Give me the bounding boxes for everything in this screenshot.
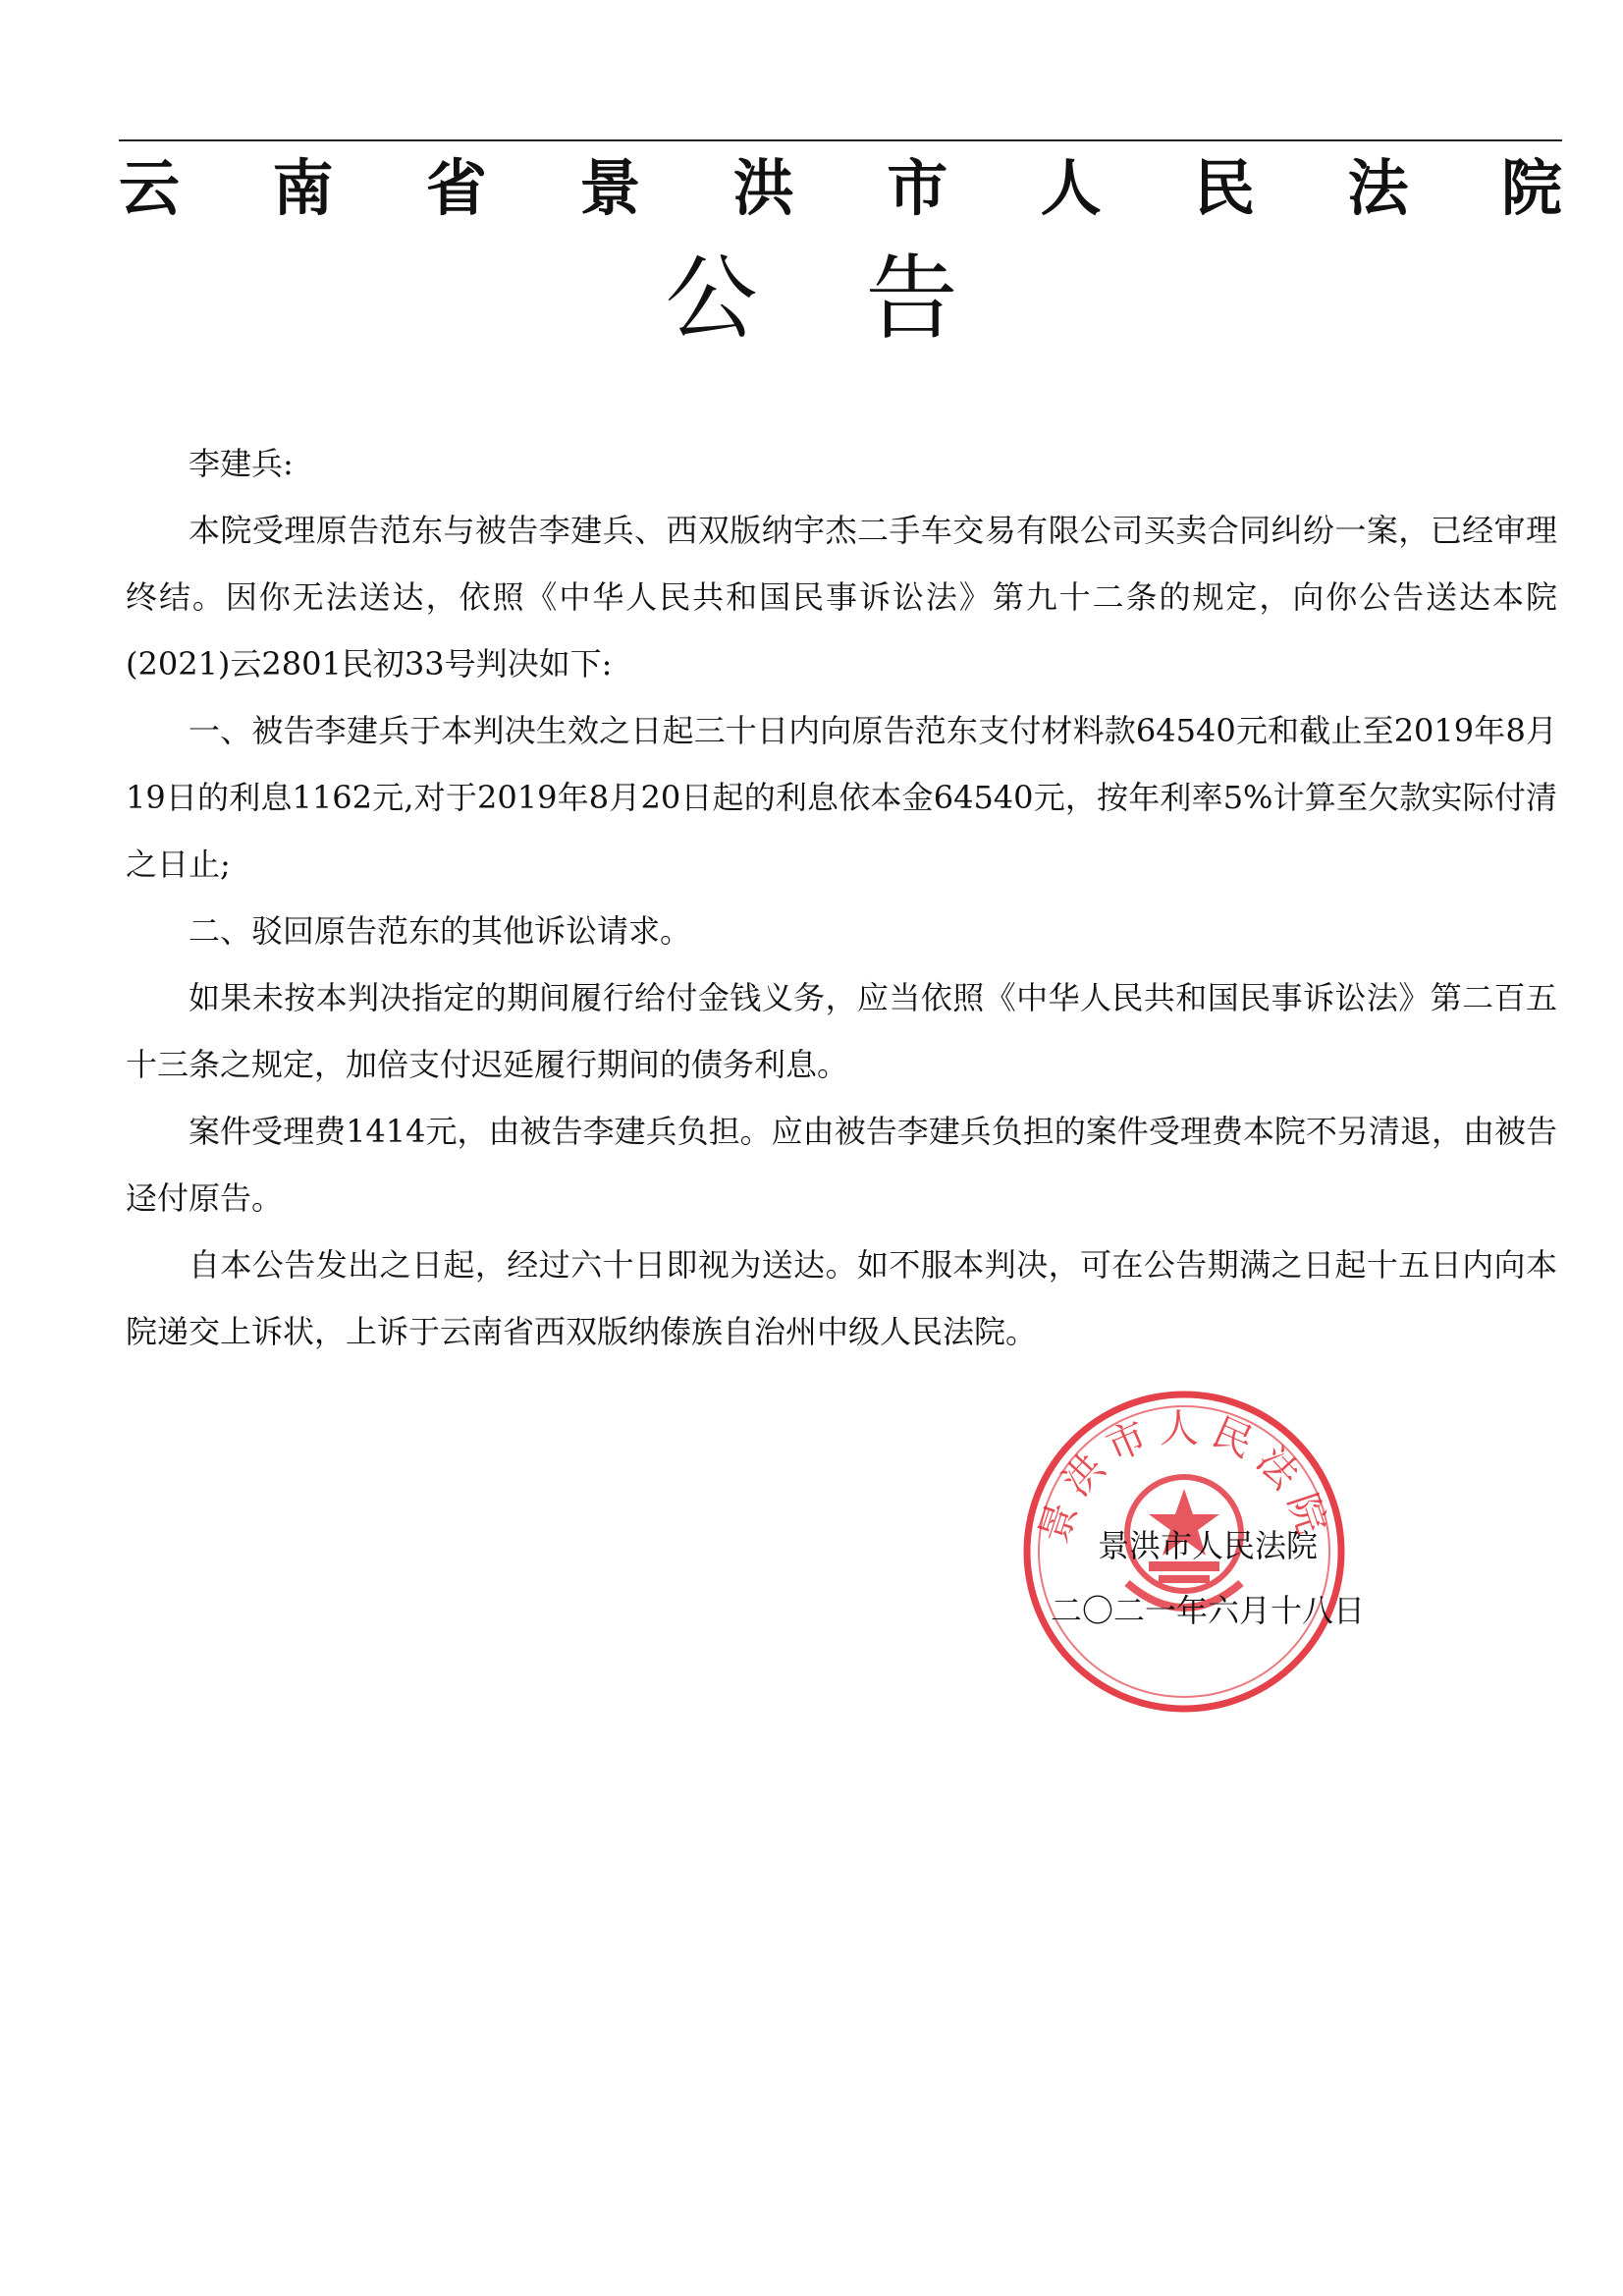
court-char: 民	[1194, 152, 1256, 224]
paragraph: 本院受理原告范东与被告李建兵、西双版纳宇杰二手车交易有限公司买卖合同纠纷一案，已经审理终结。因你无法送达，依照《中华人民共和国民事诉讼法》第九十二条的规定，向你公告送达本院(2021)云2801民初33号判决如下:	[126, 512, 1557, 683]
court-char: 云	[119, 152, 181, 224]
header-rule	[119, 139, 1562, 141]
paragraph: 二、驳回原告范东的其他诉讼请求。	[189, 912, 692, 950]
paragraph: 如果未按本判决指定的期间履行给付金钱义务，应当依照《中华人民共和国民事诉讼法》第二百五十三条之规定，加倍支付迟延履行期间的债务利息。	[126, 979, 1557, 1083]
document-title: 公告	[665, 246, 1066, 353]
court-name-header	[119, 149, 1562, 228]
signature-date: 二〇二一年六月十八日	[1050, 1592, 1365, 1629]
addressee: 李建兵:	[189, 445, 294, 482]
signature-court-name: 景洪市人民法院	[1097, 1527, 1318, 1564]
court-char: 景	[579, 152, 641, 224]
paragraph: 案件受理费1414元，由被告李建兵负担。应由被告李建兵负担的案件受理费本院不另清退，由被告迳付原告。	[126, 1113, 1557, 1217]
paragraph: 自本公告发出之日起，经过六十日即视为送达。如不服本判决，可在公告期满之日起十五日内向本院递交上诉状，上诉于云南省西双版纳傣族自治州中级人民法院。	[126, 1246, 1557, 1350]
court-char: 省	[425, 152, 487, 224]
announcement-body	[126, 430, 1557, 1365]
court-char: 南	[272, 152, 334, 224]
paragraph: 一、被告李建兵于本判决生效之日起三十日内向原告范东支付材料款64540元和截止至2019年8月19日的利息1162元,对于2019年8月20日起的利息依本金64540元，按年利率5%计算至欠款实际付清之日止;	[126, 712, 1557, 883]
seal-ring-textpath: 景洪市人民法院	[1031, 1406, 1337, 1550]
court-char: 法	[1347, 152, 1409, 224]
court-char: 人	[1040, 152, 1102, 224]
court-char: 市	[887, 152, 948, 224]
court-char: 院	[1500, 152, 1562, 224]
court-char: 洪	[732, 152, 794, 224]
